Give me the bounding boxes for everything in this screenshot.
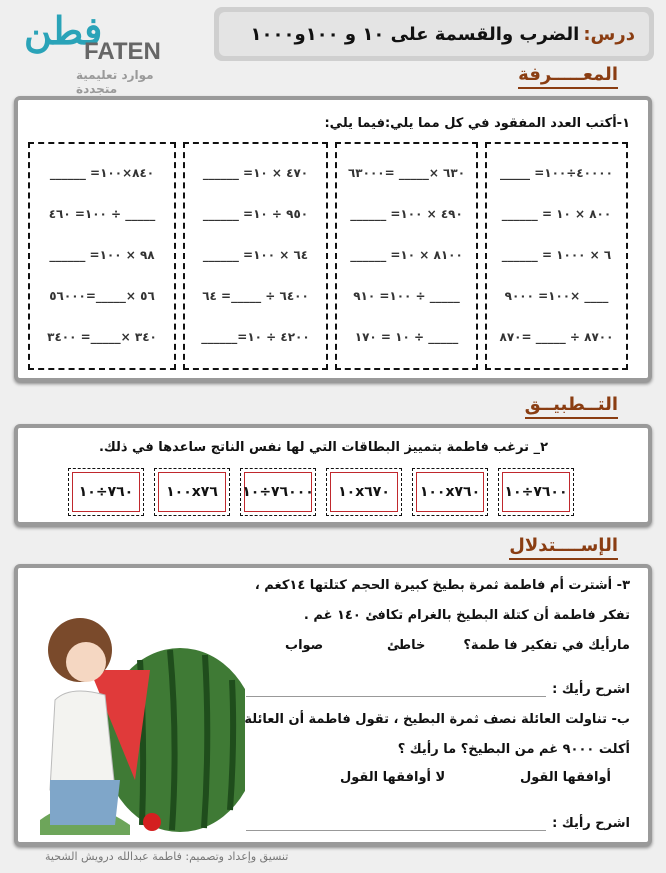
section-reasoning: الإســــتدلال — [509, 535, 618, 560]
equation[interactable]: ______ =١٠ × ٨١٠٠ — [350, 248, 463, 262]
equation-column — [335, 142, 478, 370]
equation[interactable]: ٦٤ =_____ ÷ ٦٤٠٠ — [202, 289, 309, 303]
section-knowledge: المعـــــرفة — [518, 64, 618, 89]
q3-b-line2: أكلت ٩٠٠٠ غم من البطيخ؟ ما رأيك ؟ — [397, 742, 630, 757]
card[interactable]: ١٠٠x٧٦٠ — [412, 468, 488, 516]
equation[interactable]: ٩١٠ =١٠٠ ÷ _____ — [353, 289, 460, 303]
explain-row-2 — [246, 816, 630, 831]
equation[interactable]: ٨٧٠= _____ ÷ ٨٧٠٠ — [499, 330, 614, 344]
cards-row — [68, 468, 574, 516]
equation[interactable]: ١٧٠ = ١٠ ÷ _____ — [354, 330, 459, 344]
lesson-title: الضرب والقسمة على ١٠ و ١٠٠و١٠٠٠ — [250, 23, 580, 45]
equation[interactable]: ______ =١٠ ÷ ٩٥٠ — [202, 207, 309, 221]
equation[interactable]: ٦٣٠٠٠= _____× ٦٣٠ — [347, 166, 466, 180]
equation[interactable]: ______ =١٠٠ × ٤٩٠ — [350, 207, 463, 221]
equation[interactable]: ______=١٠ ÷ ٤٢٠٠ — [201, 330, 310, 344]
option-disagree[interactable]: لا أوافقها القول — [340, 770, 446, 785]
q3-line3: مارأيك في تفكير فا طمة؟ — [463, 638, 630, 653]
option-wrong[interactable]: خاطئ — [387, 638, 426, 653]
equation[interactable]: ٩٠٠٠ =١٠٠× ____ — [504, 289, 609, 303]
equation[interactable]: _____ =١٠٠÷٤٠٠٠٠ — [500, 166, 613, 180]
equation[interactable]: ______ = ١٠٠٠ × ٦ — [501, 248, 612, 262]
equation[interactable]: ______ =١٠ × ٤٧٠ — [202, 166, 309, 180]
equation[interactable]: ٤٦٠ =١٠٠ ÷ _____ — [48, 207, 156, 221]
equation[interactable]: ٣٤٠٠ =_____× ٣٤٠ — [47, 330, 157, 344]
equation[interactable]: ______ = ١٠ × ٨٠٠ — [501, 207, 612, 221]
card[interactable]: ١٠٠x٧٦ — [154, 468, 230, 516]
card[interactable]: ١٠÷٧٦٠ — [68, 468, 144, 516]
explain-answer-line[interactable] — [246, 696, 546, 697]
girl-watermelon-illustration — [20, 590, 245, 840]
equation-column — [485, 142, 628, 370]
q3-line2: تفكر فاطمة أن كتلة البطيخ بالغرام تكافئ ١٤٠ غم . — [303, 608, 630, 623]
section-application: التــطبيــق — [525, 394, 618, 419]
explain-row-1 — [246, 682, 630, 697]
equation-column — [28, 142, 176, 370]
q3-b-line1: ب- تناولت العائلة نصف ثمرة البطيخ ، تقول فاطمة أن العائلة — [244, 712, 630, 727]
explain-label: اشرح رأيك : — [552, 682, 630, 697]
q1-prompt: ١-أكتب العدد المفقود في كل مما يلي:فيما يلي: — [324, 116, 630, 131]
option-right[interactable]: صواب — [285, 638, 324, 653]
explain-answer-line[interactable] — [246, 830, 546, 831]
q3-line1: ٣- أشترت أم فاطمة ثمرة بطيخ كبيرة الحجم كتلتها ١٤كغم ، — [254, 578, 630, 593]
card[interactable]: ١٠÷٧٦٠٠ — [498, 468, 574, 516]
equation[interactable]: ______ =١٠٠×٨٤٠ — [49, 166, 155, 180]
equation-column — [183, 142, 328, 370]
equation[interactable]: ٥٦٠٠٠=_____× ٥٦ — [49, 289, 155, 303]
card[interactable]: ١٠÷٧٦٠٠٠ — [240, 468, 316, 516]
equation[interactable]: ______ =١٠٠ × ٦٤ — [202, 248, 309, 262]
equation[interactable]: ______ =١٠٠ × ٩٨ — [49, 248, 155, 262]
lesson-label: درس: — [583, 23, 635, 45]
lesson-title-box — [214, 7, 654, 61]
card[interactable]: ١٠x٦٧٠ — [326, 468, 402, 516]
footer-credit: تنسيق وإعداد وتصميم: فاطمة عبدالله درويش الشحية — [45, 850, 289, 863]
option-agree[interactable]: أوافقها القول — [520, 770, 611, 785]
explain-label: اشرح رأيك : — [552, 816, 630, 831]
q2-prompt: ٢_ ترغب فاطمة بتمييز البطاقات التي لها نفس الناتج ساعدها في ذلك. — [98, 440, 548, 455]
faten-logo: فطن FATEN موارد تعليمية متجددة — [24, 8, 161, 96]
